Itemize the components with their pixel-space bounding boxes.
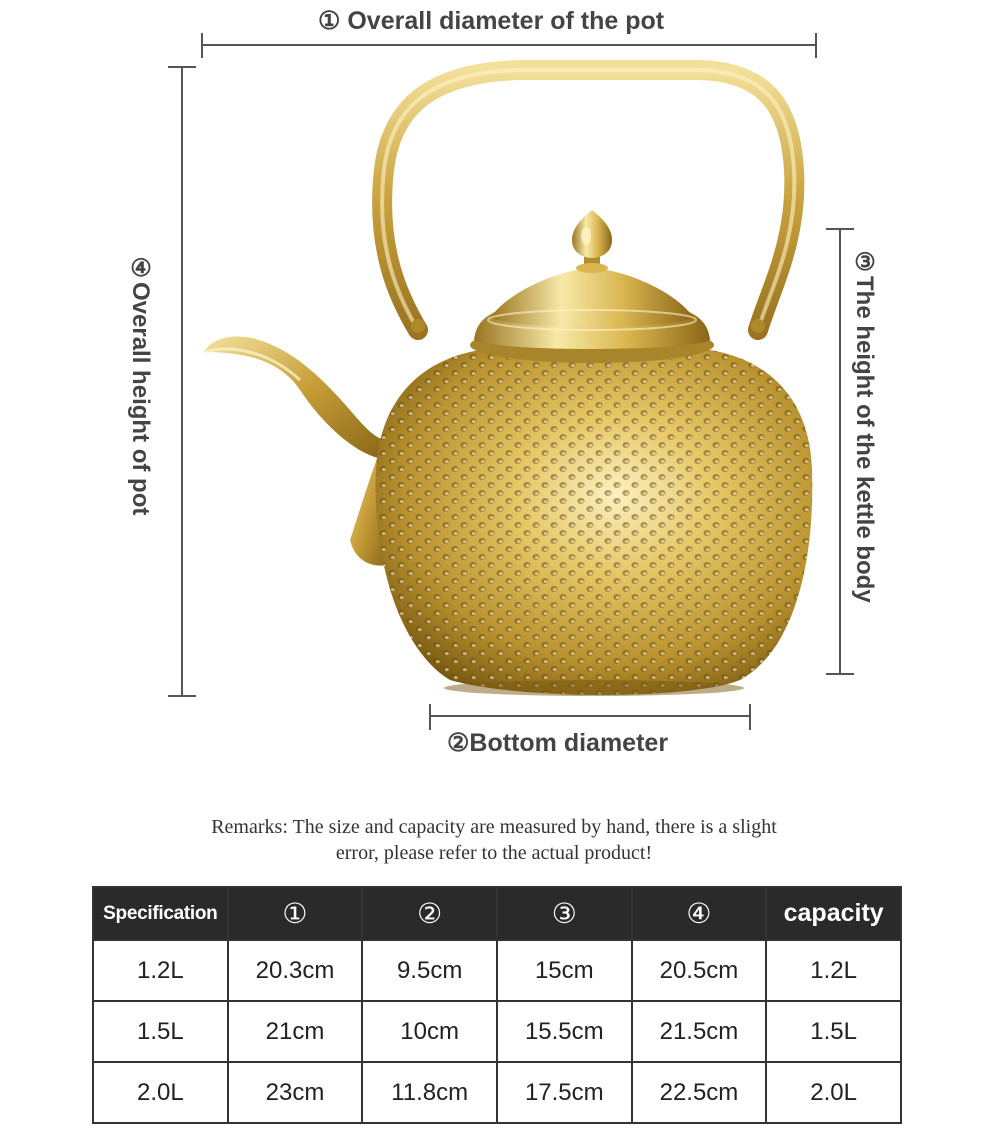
- table-header-row: [93, 887, 901, 940]
- table-cell: 11.8cm: [362, 1062, 497, 1123]
- table-cell: 9.5cm: [362, 940, 497, 1001]
- body-height-label: ③The height of the kettle body: [851, 248, 878, 603]
- table-cell: 1.5L: [93, 1001, 228, 1062]
- header-capacity: capacity: [766, 887, 901, 940]
- remarks-line-2: error, please refer to the actual product!: [335, 842, 653, 864]
- table-cell: 15.5cm: [497, 1001, 632, 1062]
- table-row: [93, 940, 901, 1001]
- header-overall-height: ④: [632, 887, 767, 940]
- table-cell: 1.2L: [93, 940, 228, 1001]
- remarks-text: [0, 814, 988, 866]
- table-row: [93, 1001, 901, 1062]
- table-cell: 21cm: [228, 1001, 363, 1062]
- table-cell: 22.5cm: [632, 1062, 767, 1123]
- table-cell: 17.5cm: [497, 1062, 632, 1123]
- table-cell: 23cm: [228, 1062, 363, 1123]
- remarks-line-1: Remarks: The size and capacity are measured by hand, there is a slight: [211, 816, 777, 838]
- header-diameter: ①: [228, 887, 363, 940]
- table-row: [93, 1062, 901, 1123]
- table-cell: 2.0L: [93, 1062, 228, 1123]
- table-cell: 20.5cm: [632, 940, 767, 1001]
- header-body-height: ③: [497, 887, 632, 940]
- table-cell: 1.5L: [766, 1001, 901, 1062]
- header-specification: Specification: [93, 887, 228, 940]
- table-cell: 2.0L: [766, 1062, 901, 1123]
- header-bottom-diameter: ②: [362, 887, 497, 940]
- specification-table: [92, 886, 902, 1124]
- table-cell: 1.2L: [766, 940, 901, 1001]
- bottom-diameter-label: ②Bottom diameter: [447, 729, 669, 757]
- overall-diameter-label: ① Overall diameter of the pot: [318, 7, 665, 35]
- table-cell: 21.5cm: [632, 1001, 767, 1062]
- overall-height-label: ④Overall height of pot: [127, 254, 154, 516]
- table-cell: 20.3cm: [228, 940, 363, 1001]
- table-cell: 15cm: [497, 940, 632, 1001]
- table-cell: 10cm: [362, 1001, 497, 1062]
